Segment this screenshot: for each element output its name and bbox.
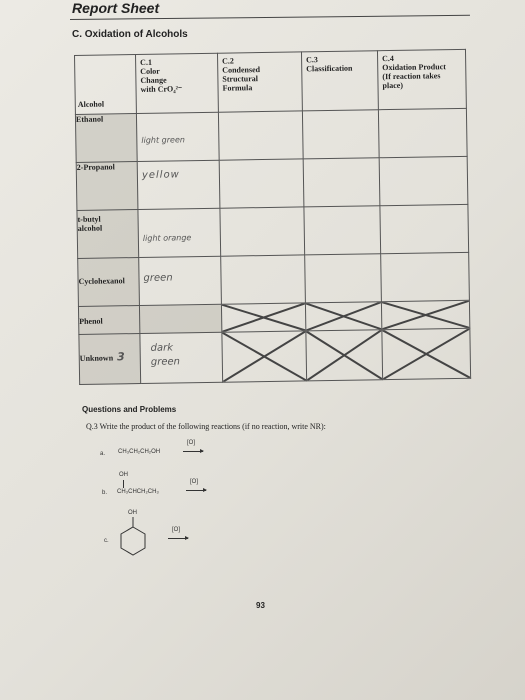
handwritten-answer: green xyxy=(143,272,173,284)
cross-mark-icon xyxy=(306,330,382,380)
cross-mark-icon xyxy=(382,301,469,329)
reaction-c-oh: OH xyxy=(128,510,137,516)
alcohol-name: Ethanol xyxy=(75,114,137,163)
reaction-c-reagent: [O] xyxy=(172,527,181,533)
alcohol-name: Cyclohexanol xyxy=(78,258,140,307)
reaction-arrow-icon xyxy=(183,451,203,452)
crossed-out-cell xyxy=(222,331,307,382)
table-row xyxy=(79,328,471,384)
alcohol-name: t-butyl alcohol xyxy=(77,210,139,259)
cross-mark-icon xyxy=(382,329,470,379)
formula-cell[interactable] xyxy=(218,111,303,160)
handwritten-answer: light orange xyxy=(142,233,192,243)
alcohol-name: 2-Propanol xyxy=(76,162,138,211)
table-row xyxy=(77,204,469,258)
product-cell[interactable] xyxy=(378,108,467,157)
reaction-a-label: a. xyxy=(100,451,106,457)
formula-cell[interactable] xyxy=(221,255,306,304)
formula-cell[interactable] xyxy=(219,159,304,208)
crossed-out-cell xyxy=(221,303,305,332)
color-change-cell[interactable] xyxy=(138,208,221,257)
product-cell[interactable] xyxy=(381,252,470,301)
reaction-a-reagent: [O] xyxy=(187,440,196,446)
handwritten-unknown-number: 3 xyxy=(117,350,125,364)
product-cell[interactable] xyxy=(380,204,469,253)
cyclohexanol-ring-icon xyxy=(115,517,151,561)
alcohol-name: Unknown 3 xyxy=(79,333,141,384)
product-cell[interactable] xyxy=(379,156,468,205)
table-header-row xyxy=(75,49,467,114)
column-header-c4: C.4 Oxidation Product (If reaction takes place) xyxy=(377,49,466,109)
alcohol-name: Phenol xyxy=(78,306,139,335)
table-row xyxy=(75,108,467,162)
handwritten-answer: dark green xyxy=(150,342,181,368)
cross-mark-icon xyxy=(222,303,305,331)
handwritten-answer: light green xyxy=(141,135,185,145)
alcohol-column-header: Alcohol xyxy=(75,55,137,115)
formula-cell[interactable] xyxy=(220,207,305,256)
questions-heading: Questions and Problems xyxy=(82,405,177,414)
cross-mark-icon xyxy=(306,302,381,330)
handwritten-answer: yellow xyxy=(141,169,180,181)
reaction-arrow-icon xyxy=(168,538,188,539)
reaction-b-label: b. xyxy=(102,490,108,496)
reaction-arrow-icon xyxy=(186,490,206,491)
page-number: 93 xyxy=(256,601,265,610)
color-change-cell[interactable] xyxy=(136,112,219,161)
question-3-prompt: Q.3 Write the product of the following reactions (if no reaction, write NR): xyxy=(86,422,326,431)
crossed-out-cell xyxy=(305,302,381,331)
section-heading: C. Oxidation of Alcohols xyxy=(72,29,188,40)
column-header-c1: C.1 Color Change with CrO₄²⁻ xyxy=(136,53,219,113)
data-table xyxy=(74,49,471,385)
color-change-cell[interactable] xyxy=(137,160,220,209)
page-title: Report Sheet xyxy=(72,0,160,16)
color-change-cell[interactable] xyxy=(139,304,221,333)
table-row xyxy=(78,252,470,306)
column-header-c3: C.3 Classification xyxy=(301,51,378,111)
table-row xyxy=(76,156,468,210)
classification-cell[interactable] xyxy=(303,158,380,207)
color-change-cell[interactable] xyxy=(139,256,222,305)
classification-cell[interactable] xyxy=(302,110,379,159)
reaction-c-label: c. xyxy=(104,538,109,544)
crossed-out-cell xyxy=(306,330,383,381)
crossed-out-cell xyxy=(381,300,469,329)
reaction-a-reactant: CH₃CH₂CH₂OH xyxy=(118,449,161,455)
classification-cell[interactable] xyxy=(304,206,381,255)
reaction-b-reactant: CH₃CHCH₂CH₃ xyxy=(117,489,159,495)
reaction-b-oh: OH xyxy=(119,472,128,478)
classification-cell[interactable] xyxy=(305,254,382,303)
column-header-c2: C.2 Condensed Structural Formula xyxy=(217,52,302,112)
crossed-out-cell xyxy=(382,328,471,379)
cross-mark-icon xyxy=(222,331,306,381)
reaction-b-reagent: [O] xyxy=(190,479,199,485)
color-change-cell[interactable] xyxy=(140,332,223,383)
bond-line xyxy=(123,480,124,488)
